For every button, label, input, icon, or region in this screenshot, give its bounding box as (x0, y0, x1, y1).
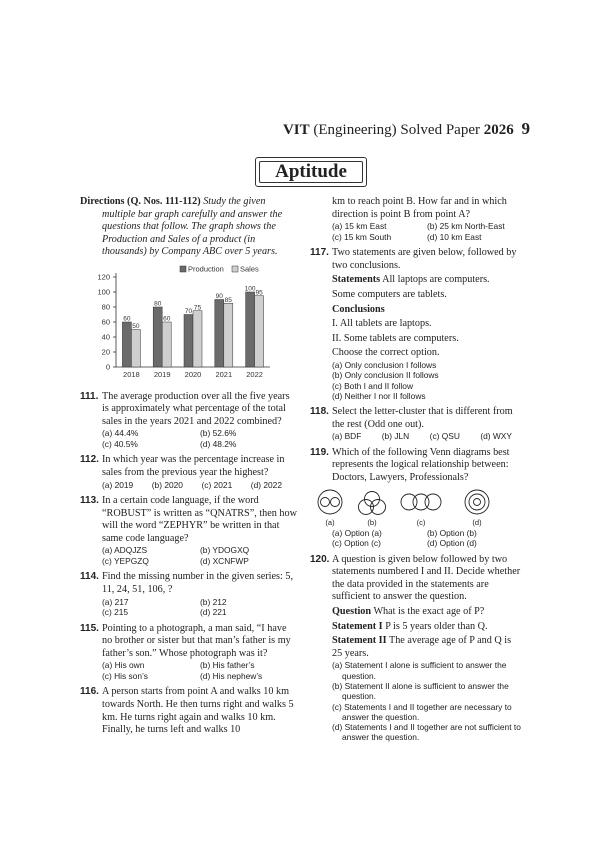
y-tick-label: 20 (101, 347, 110, 357)
question-line (332, 606, 522, 619)
option-b[interactable]: (b) 2020 (151, 479, 183, 490)
option-d[interactable]: (d) Neither I nor II follows (332, 390, 426, 401)
legend-swatch (232, 266, 238, 272)
question-text: A question is given below followed by two statements numbered I and II. Decide whether the data provided in the statements are sufficient to answer the question. (332, 553, 521, 603)
options (332, 431, 512, 442)
question-114 (80, 571, 298, 617)
directions-label: Directions (Q. Nos. 111-112) (80, 196, 201, 207)
venn-b (359, 491, 386, 514)
question-number: 112. (80, 454, 99, 466)
option-d[interactable]: (d) WXY (480, 431, 512, 442)
exam-name: VIT (282, 122, 310, 138)
option-c[interactable]: (c) His son’s (102, 670, 148, 681)
bar-label: 100 (244, 285, 256, 293)
option-c[interactable]: (c) 15 km South (332, 231, 392, 242)
question-text: Two statements are given below, followed by two conclusions. (332, 247, 517, 271)
option-a[interactable]: (a) Statement I alone is sufficient to answer the question. (332, 660, 507, 681)
bar (131, 329, 140, 367)
y-tick-label: 100 (97, 287, 110, 297)
option-c[interactable]: (c) YEPGZQ (102, 555, 149, 566)
options (332, 660, 522, 742)
options (102, 428, 298, 449)
venn-label-c: (c) (416, 517, 426, 527)
option-a[interactable]: (a) 2019 (102, 479, 134, 490)
venn-label-b: (b) (367, 517, 377, 527)
statement-2-text: The average age of P and Q is 25 years. (332, 635, 512, 659)
bar-label: 50 (132, 322, 140, 330)
option-b[interactable]: (b) 52.6% (200, 428, 237, 439)
page-number: 9 (521, 119, 530, 138)
bar-label: 70 (184, 307, 193, 315)
y-tick-label: 80 (101, 302, 110, 312)
page-header (283, 119, 530, 139)
x-tick-label: 2018 (123, 369, 140, 379)
question-111 (80, 391, 298, 450)
statements (332, 274, 522, 287)
bar-label: 85 (224, 296, 232, 304)
question-number: 116. (80, 686, 99, 698)
bar-label: 60 (163, 315, 171, 323)
question-number: 114. (80, 571, 99, 583)
section-title-box (255, 157, 367, 187)
venn-label-d: (d) (472, 517, 482, 527)
venn-d (465, 490, 489, 514)
option-b[interactable]: (b) 212 (200, 596, 227, 607)
statement-1-text: P is 5 years older than Q. (385, 620, 488, 632)
right-column (310, 196, 522, 743)
option-d[interactable]: (d) 48.2% (200, 438, 237, 449)
options (102, 545, 298, 566)
option-b[interactable]: (b) His father’s (200, 660, 255, 671)
option-c[interactable]: (c) Both I and II follow (332, 380, 413, 391)
section-title: Aptitude (259, 161, 363, 183)
option-c[interactable]: (c) 40.5% (102, 438, 138, 449)
option-d[interactable]: (d) His nephew’s (200, 670, 263, 681)
option-a[interactable]: (a) Only conclusion I follows (332, 359, 437, 370)
question-number: 120. (310, 553, 330, 565)
option-c[interactable]: (c) Option (c) (332, 538, 381, 549)
question-text: In which year was the percentage increase in sales from the previous year the highest? (102, 454, 285, 478)
paper-name: (Engineering) Solved Paper (313, 122, 480, 138)
question-content: What is the exact age of P? (373, 605, 485, 617)
x-tick-label: 2020 (184, 369, 202, 379)
bar-label: 90 (215, 292, 223, 300)
options (102, 597, 298, 618)
statement-1-label: Statement I (332, 620, 383, 632)
option-b[interactable]: (b) 25 km North-East (427, 221, 505, 232)
option-b[interactable]: (b) Statement II alone is sufficient to answer the question. (332, 680, 509, 702)
option-b[interactable]: (b) Option (b) (427, 527, 477, 538)
option-a[interactable]: (a) ADQJZS (102, 545, 148, 556)
statement-2-label: Statement II (332, 635, 387, 647)
option-a[interactable]: (a) Option (a) (332, 527, 382, 538)
x-tick-label: 2022 (246, 369, 263, 379)
y-tick-label: 120 (97, 272, 110, 282)
options (102, 480, 282, 491)
question-text-part2: km to reach point B. How far and in which direction is point B from point A? (332, 196, 507, 220)
question-number: 119. (310, 446, 329, 458)
question-text: The average production over all the five years is approximately what percentage of the total sales in the years 2021 and 2022 combined? (102, 390, 290, 427)
bar (153, 307, 162, 367)
legend-label: Sales (240, 264, 259, 274)
question-number: 118. (310, 406, 329, 418)
venn-a (318, 490, 342, 514)
question-label: Question (332, 605, 372, 617)
option-a[interactable]: (a) His own (102, 660, 145, 671)
statement-1: All laptops are computers. (382, 274, 490, 286)
option-c[interactable]: (c) 215 (102, 607, 129, 618)
options (332, 221, 522, 242)
question-text: Find the missing number in the given series: 5, 11, 24, 51, 106, ? (102, 571, 293, 595)
venn-c (401, 494, 441, 510)
question-118 (310, 406, 522, 442)
bar (246, 292, 255, 367)
option-d[interactable]: (d) 2022 (250, 479, 282, 490)
statements-label: Statements (332, 274, 381, 286)
option-b[interactable]: (b) JLN (381, 431, 410, 442)
statement-2 (332, 635, 522, 660)
question-text: Select the letter-cluster that is different from the rest (Odd one out). (332, 406, 513, 430)
bar-label: 80 (154, 300, 162, 308)
option-a[interactable]: (a) 217 (102, 596, 129, 607)
bar (184, 314, 193, 367)
question-text-part1: A person starts from point A and walks 10 km towards North. He then turns right and walks 5 km. He turns right again and walks 10 km. Finally, he turns left and walks 10 (102, 686, 294, 736)
legend-swatch (180, 266, 186, 272)
question-text: Which of the following Venn diagrams best represents the logical relationship between: Doctors, Lawyers, Professionals? (332, 446, 510, 483)
question-119 (310, 447, 522, 549)
y-tick-label: 60 (101, 317, 110, 327)
option-b[interactable]: (b) Only conclusion II follows (332, 370, 439, 381)
venn-diagrams (310, 488, 500, 528)
bar (224, 303, 233, 367)
options (102, 660, 298, 681)
x-tick-label: 2021 (215, 369, 233, 379)
bar-label: 95 (255, 289, 263, 297)
question-number: 113. (80, 495, 99, 507)
option-b[interactable]: (b) YDOGXQ (200, 545, 250, 556)
options (332, 360, 522, 401)
conclusions-label: Conclusions (332, 303, 385, 315)
options (332, 528, 522, 549)
directions-text: Study the given multiple bar graph carefully and answer the questions that follow. The graph shows the Production and Sales of a product (in thousands) by Company ABC over 5 years. (102, 196, 283, 258)
option-a[interactable]: (a) 15 km East (332, 221, 387, 232)
bar (122, 322, 131, 367)
conclusion-2: II. Some tablets are computers. (332, 332, 459, 344)
question-112 (80, 454, 298, 490)
option-c[interactable]: (c) 2021 (201, 479, 233, 490)
question-120 (310, 554, 522, 743)
statement-2: Some computers are tablets. (332, 288, 447, 300)
question-116 (80, 686, 298, 736)
paper-year: 2026 (483, 122, 514, 138)
bar-label: 60 (123, 315, 131, 323)
bar (255, 296, 264, 367)
instruction: Choose the correct option. (332, 347, 440, 359)
option-c[interactable]: (c) QSU (429, 431, 460, 442)
question-number: 117. (310, 247, 329, 259)
option-d[interactable]: (d) 10 km East (427, 231, 482, 242)
question-text: In a certain code language, if the word “ROBUST” is written as “QNATRS”, then how will the word “ZEPHYR” be written in that same code language? (102, 495, 297, 544)
question-number: 115. (80, 622, 99, 634)
venn-label-a: (a) (325, 517, 335, 527)
bar (193, 311, 202, 367)
legend-label: Production (188, 264, 224, 274)
option-d[interactable]: (d) XCNFWP (200, 555, 249, 566)
option-c[interactable]: (c) Statements I and II together are necessary to answer the question. (332, 701, 512, 722)
question-text: Pointing to a photograph, a man said, “I have no brother or sister but that man’s father is my father’s son.” Whose photograph was it? (102, 622, 291, 659)
question-113 (80, 495, 298, 566)
y-tick-label: 40 (101, 332, 110, 342)
y-tick-label: 0 (105, 362, 110, 372)
option-d[interactable]: (d) Statements I and II together are not sufficient to answer the question. (332, 722, 521, 743)
statement-1 (332, 621, 522, 634)
left-column (80, 196, 298, 737)
question-115 (80, 623, 298, 682)
option-d[interactable]: (d) Option (d) (427, 538, 477, 549)
question-number: 111. (80, 390, 99, 402)
question-117 (310, 247, 522, 401)
x-tick-label: 2019 (153, 369, 171, 379)
option-d[interactable]: (d) 221 (200, 607, 227, 618)
bar (162, 322, 171, 367)
option-a[interactable]: (a) 44.4% (102, 428, 139, 439)
question-116-continued (310, 196, 522, 242)
conclusion-1: I. All tablets are laptops. (332, 318, 432, 330)
bar-chart (80, 263, 298, 381)
bar (215, 299, 224, 367)
option-a[interactable]: (a) BDF (332, 431, 362, 442)
directions (80, 196, 298, 259)
bar-label: 75 (193, 304, 202, 312)
